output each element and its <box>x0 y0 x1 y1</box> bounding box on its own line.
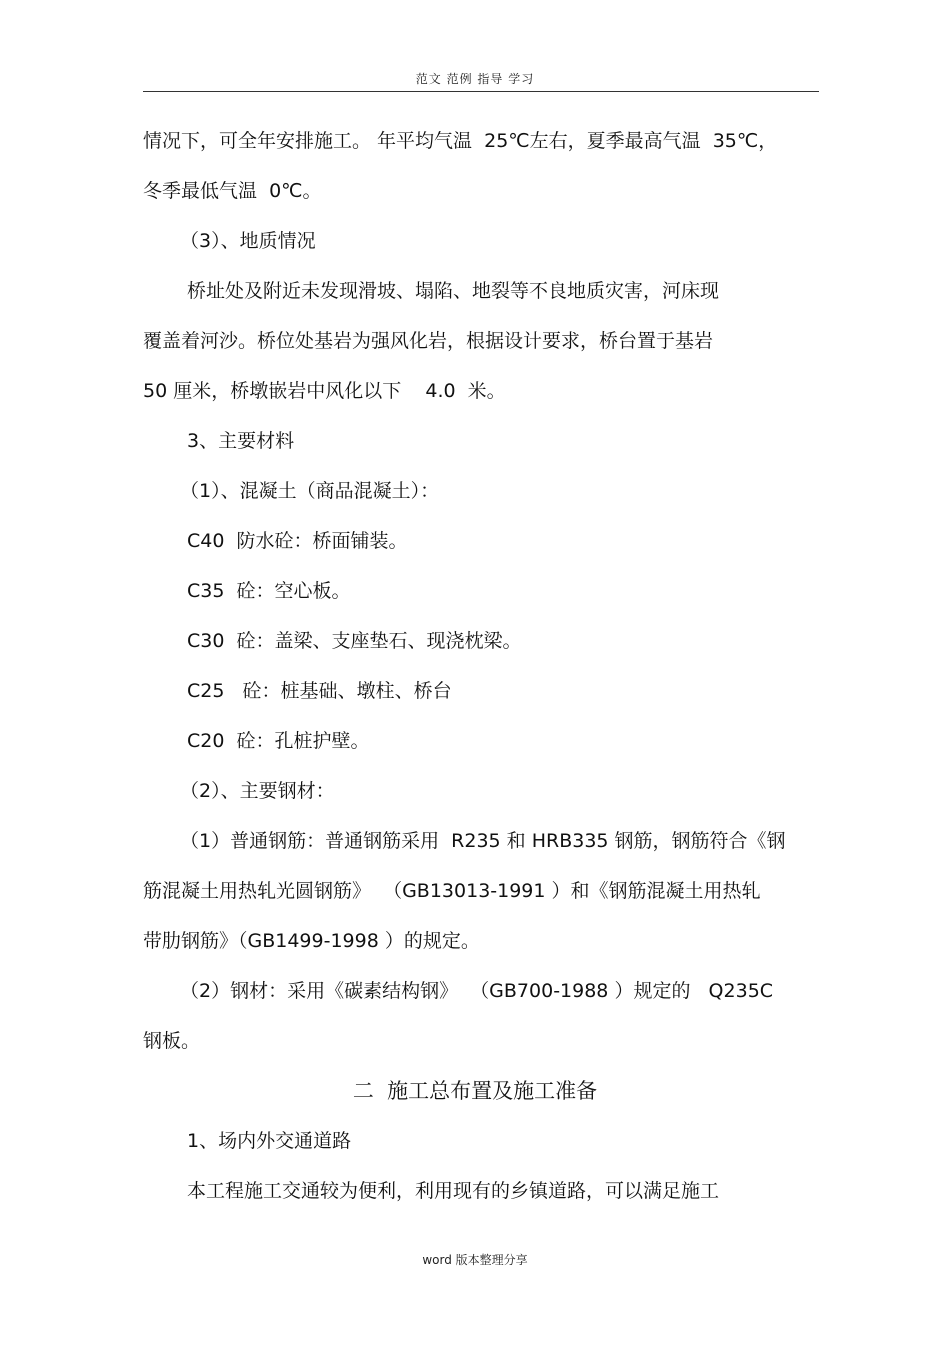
list-item: C35 砼：空心板。 <box>187 580 351 602</box>
paragraph-line: 本工程施工交通较为便利，利用现有的乡镇道路，可以满足施工 <box>187 1180 720 1202</box>
list-item: C20 砼：孔桩护壁。 <box>187 730 370 752</box>
paragraph-line: 桥址处及附近未发现滑坡、塌陷、地裂等不良地质灾害，河床现 <box>187 280 720 302</box>
page-header: 范文 范例 指导 学习 <box>415 72 535 86</box>
paragraph-line: （1）普通钢筋：普通钢筋采用 R235 和 HRB335 钢筋，钢筋符合《钢 <box>180 830 786 852</box>
section-heading: 1、场内外交通道路 <box>187 1130 352 1152</box>
paragraph-line: 筋混凝土用热轧光圆钢筋》 （GB13013-1991 ）和《钢筋混凝土用热轧 <box>143 880 761 902</box>
paragraph-line: 情况下，可全年安排施工。 年平均气温 25℃左右，夏季最高气温 35℃， <box>143 130 778 152</box>
page-footer: word 版本整理分享 <box>422 1253 528 1267</box>
list-item: C25 砼：桩基础、墩柱、桥台 <box>187 680 452 702</box>
subsection-heading: （1）、混凝土（商品混凝土）： <box>180 480 440 502</box>
list-item: C40 防水砼：桥面铺装。 <box>187 530 408 552</box>
paragraph-line: 钢板。 <box>143 1030 201 1052</box>
header-divider <box>143 91 819 92</box>
paragraph-line: 50 厘米，桥墩嵌岩中风化以下 4.0 米。 <box>143 380 506 402</box>
subsection-heading: （2）、主要钢材： <box>180 780 335 802</box>
section-heading: （3）、地质情况 <box>180 230 316 252</box>
section-heading: 3、主要材料 <box>187 430 295 452</box>
list-item: C30 砼：盖梁、支座垫石、现浇枕梁。 <box>187 630 522 652</box>
paragraph-line: （2）钢材：采用《碳素结构钢》 （GB700-1988 ）规定的 Q235C <box>180 980 774 1002</box>
paragraph-line: 冬季最低气温 0℃。 <box>143 180 322 202</box>
paragraph-line: 带肋钢筋》（GB1499-1998 ）的规定。 <box>143 930 480 952</box>
paragraph-line: 覆盖着河沙。桥位处基岩为强风化岩，根据设计要求，桥台置于基岩 <box>143 330 714 352</box>
chapter-heading: 二 施工总布置及施工准备 <box>352 1079 598 1103</box>
